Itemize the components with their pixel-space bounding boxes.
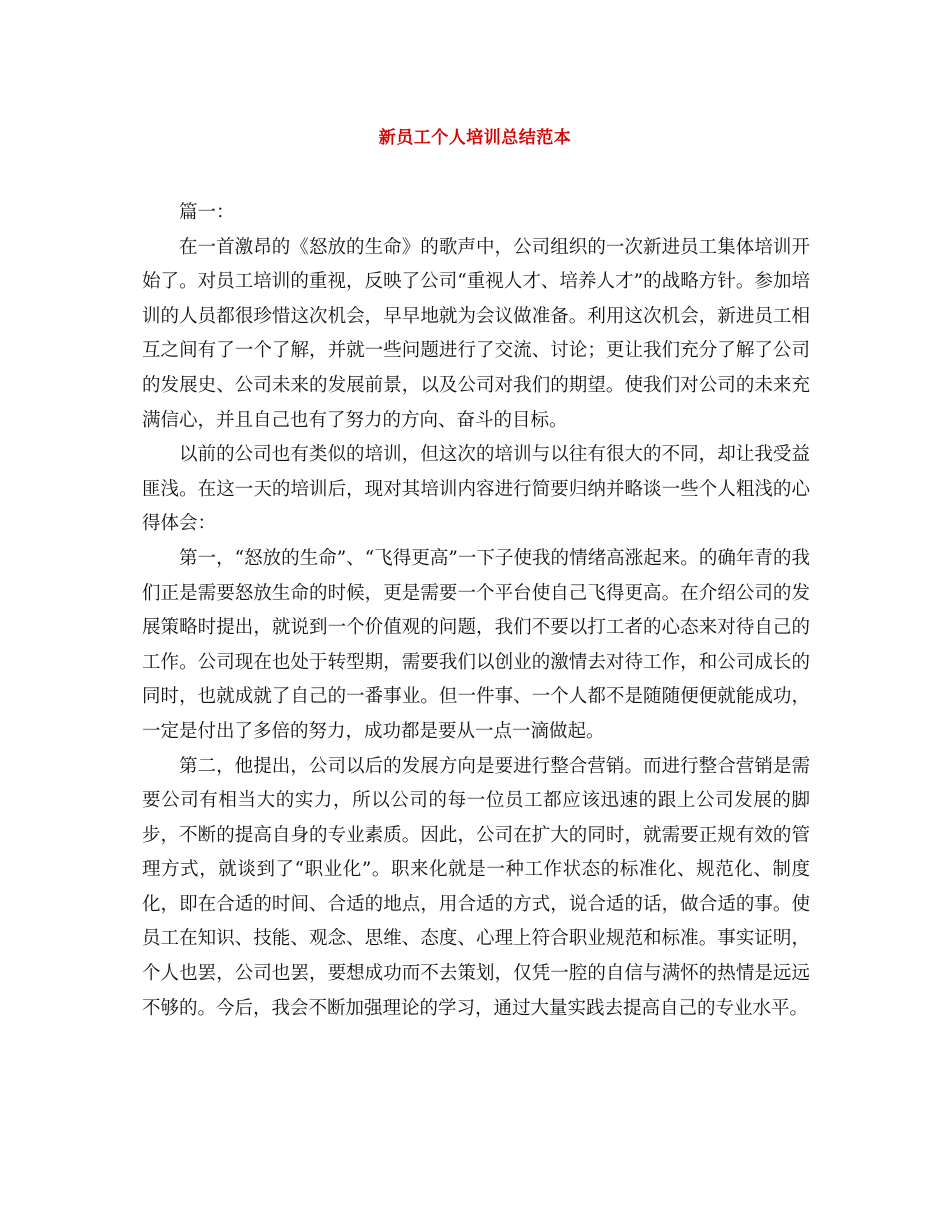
- section-label: 篇一：: [179, 202, 235, 223]
- paragraph-1: 在一首激昂的《怒放的生命》的歌声中，公司组织的一次新进员工集体培训开始了。对员工培训的重视，反映了公司“重视人才、培养人才”的战略方针。参加培训的人员都很珍惜这次机会，早早地就为会议做准备。利用这次机会，新进员工相互之间有了一个了解，并就一些问题进行了交流、讨论；更让我们充分了解了公司的发展史、公司未来的发展前景，以及公司对我们的期望。使我们对公司的未来充满信心，并且自己也有了努力的方向、奋斗的目标。: [142, 236, 810, 431]
- document-body: [142, 196, 810, 1026]
- document-title: 新员工个人培训总结范本: [378, 128, 572, 148]
- paragraph-4: 第二，他提出，公司以后的发展方向是要进行整合营销。而进行整合营销是需要公司有相当大的实力，所以公司的每一位员工都应该迅速的跟上公司发展的脚步，不断的提高自身的专业素质。因此，公司在扩大的同时，就需要正规有效的管理方式，就谈到了“职业化”。职来化就是一种工作状态的标准化、规范化、制度化，即在合适的时间、合适的地点，用合适的方式，说合适的话，做合适的事。使员工在知识、技能、观念、思维、态度、心理上符合职业规范和标准。事实证明，个人也罢，公司也罢，要想成功而不去策划，仅凭一腔的自信与满怀的热情是远远不够的。今后，我会不断加强理论的学习，通过大量实践去提高自己的专业水平。: [142, 755, 810, 1019]
- paragraph-2: 以前的公司也有类似的培训，但这次的培训与以往有很大的不同，却让我受益匪浅。在这一天的培训后，现对其培训内容进行简要归纳并略谈一些个人粗浅的心得体会：: [142, 444, 810, 535]
- paragraph-3: 第一，“怒放的生命”、“飞得更高”一下子使我的情绪高涨起来。的确年青的我们正是需要怒放生命的时候，更是需要一个平台使自己飞得更高。在介绍公司的发展策略时提出，就说到一个价值观的问题，我们不要以打工者的心态来对待自己的工作。公司现在也处于转型期，需要我们以创业的激情去对待工作，和公司成长的同时，也就成就了自己的一番事业。但一件事、一个人都不是随随便便就能成功，一定是付出了多倍的努力，成功都是要从一点一滴做起。: [142, 547, 810, 742]
